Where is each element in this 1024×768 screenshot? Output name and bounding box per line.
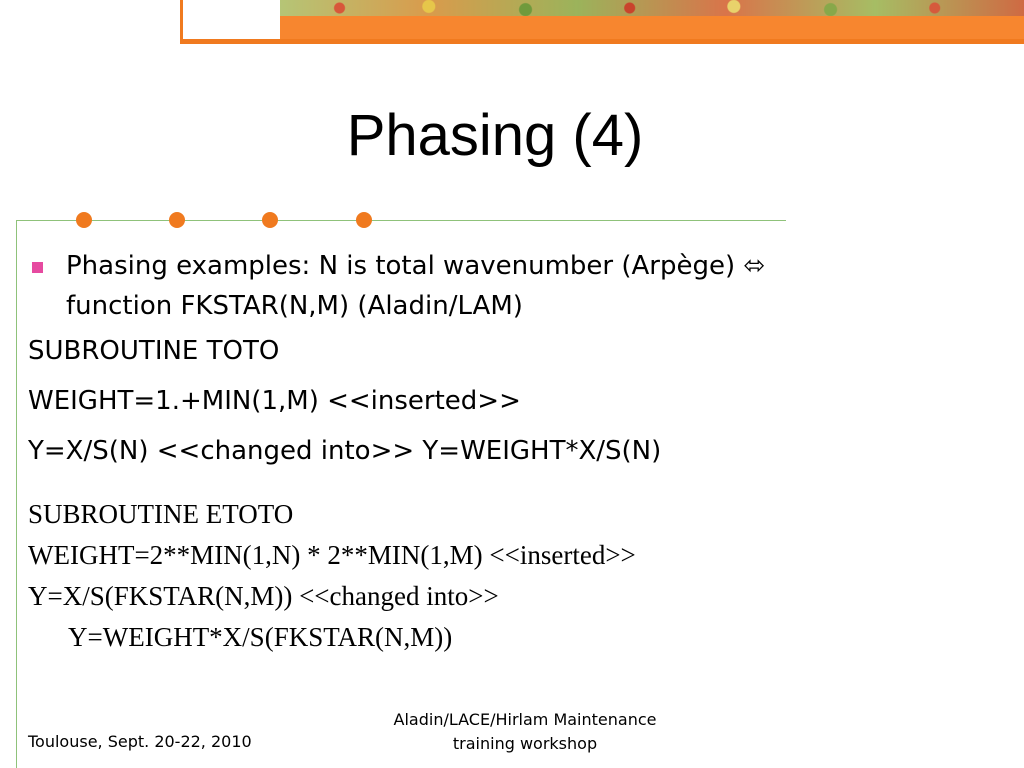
bullet-line-2: function FKSTAR(N,M) (Aladin/LAM) [66,291,523,321]
serif-line-1: SUBROUTINE ETOTO [28,499,294,529]
footer-event [360,708,690,756]
band-left-edge [180,0,183,44]
code-line-3: Y=X/S(N) <<changed into>> Y=WEIGHT*X/S(N) [28,436,662,466]
orange-dot-2 [169,212,185,228]
serif-line-3: Y=X/S(FKSTAR(N,M)) <<changed into>> [28,581,499,611]
orange-dot-3 [262,212,278,228]
footer-event-line-2: training workshop [452,734,598,753]
serif-code-block [28,494,1008,658]
orange-dot-4 [356,212,372,228]
code-line-1: SUBROUTINE TOTO [28,336,280,366]
footer-location-date: Toulouse, Sept. 20-22, 2010 [28,732,252,751]
serif-line-2: WEIGHT=2**MIN(1,N) * 2**MIN(1,M) <<inserted>> [28,540,636,570]
floral-photo-strip [280,0,1024,16]
band-fill [280,16,1024,39]
footer-event-line-1: Aladin/LACE/Hirlam Maintenance [393,710,657,729]
orange-dot-1 [76,212,92,228]
slide-body [28,246,1008,658]
slide-title: Phasing (4) [346,103,644,168]
serif-line-4: Y=WEIGHT*X/S(FKSTAR(N,M)) [68,622,453,652]
bullet-item [28,246,1008,326]
frame-top-line [16,220,786,221]
frame-left-line [16,220,17,768]
bullet-line-1: Phasing examples: N is total wavenumber (Arpège) ⬄ [66,251,766,281]
code-line-2: WEIGHT=1.+MIN(1,M) <<inserted>> [28,386,521,416]
square-bullet-icon [32,262,43,273]
